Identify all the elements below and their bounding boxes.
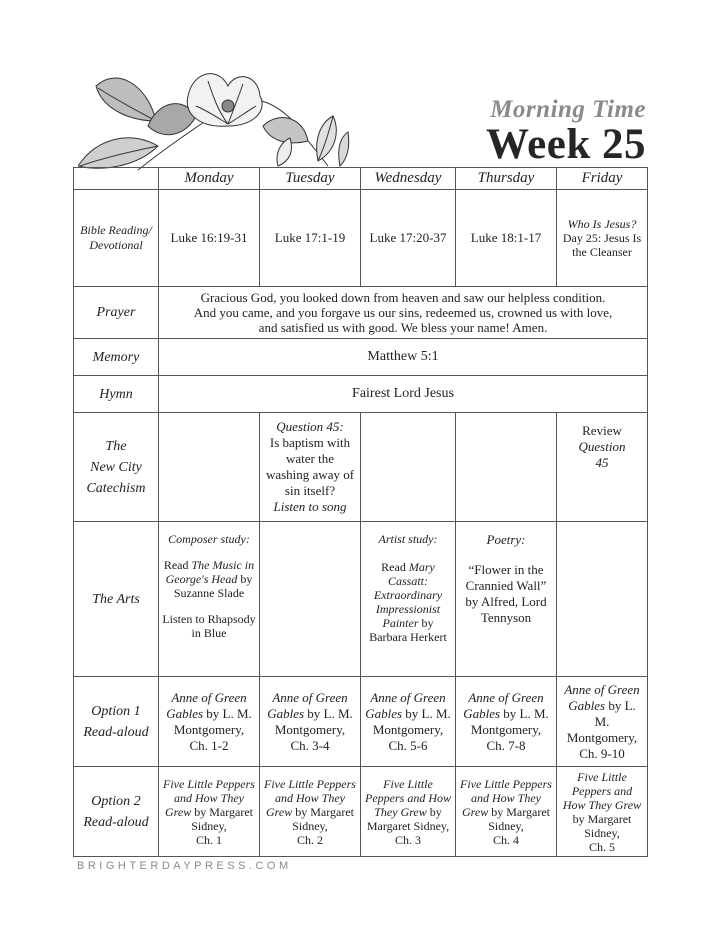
bible-thursday: Luke 18:1-17 [456,190,557,287]
row-label-bible: Bible Reading/ Devotional [74,190,159,287]
option1-friday: Anne of Green Gables by L. M. Montgomery, Ch. 9-10 [557,677,648,767]
option1-thursday: Anne of Green Gables by L. M. Montgomery, Ch. 7-8 [456,677,557,767]
option1-monday: Anne of Green Gables by L. M. Montgomery, Ch. 1-2 [159,677,260,767]
option2-tuesday: Five Little Peppers and How They Grew by Margaret Sidney, Ch. 2 [260,767,361,857]
prayer-row [74,287,648,339]
catechism-row [74,413,648,522]
catechism-thursday [456,413,557,522]
day-header-friday: Friday [557,168,648,190]
page-title: Week 25 [486,121,646,168]
row-label-memory: Memory [74,339,159,376]
option2-friday: Five Little Peppers and How They Grew by Margaret Sidney, Ch. 5 [557,767,648,857]
arts-tuesday [260,522,361,677]
option2-row [74,767,648,857]
schedule-table [73,167,648,857]
row-label-hymn: Hymn [74,376,159,413]
hymn-text: Fairest Lord Jesus [159,376,648,413]
row-label-option1: Option 1 Read-aloud [74,677,159,767]
arts-thursday: Poetry: “Flower in the Crannied Wall” by Alfred, Lord Tennyson [456,522,557,677]
devotional-day: Day 25: Jesus Is the Cleanser [562,231,642,259]
page-subtitle: Morning Time [490,96,646,123]
option1-tuesday: Anne of Green Gables by L. M. Montgomery, Ch. 3-4 [260,677,361,767]
arts-row [74,522,648,677]
bible-row [74,190,648,287]
memory-text: Matthew 5:1 [159,339,648,376]
bible-wednesday: Luke 17:20-37 [361,190,456,287]
option1-row [74,677,648,767]
catechism-monday [159,413,260,522]
arts-friday [557,522,648,677]
row-label-catechism: The New City Catechism [74,413,159,522]
prayer-text: Gracious God, you looked down from heaven and saw our helpless condition. And you came, and you forgave us our sins, redeemed us, crowned us with love, and satisfied us with good. We bless your name! Amen. [159,287,648,339]
catechism-friday: Review Question 45 [557,413,648,522]
devotional-title: Who Is Jesus? [567,217,637,231]
day-header-monday: Monday [159,168,260,190]
memory-row [74,339,648,376]
arts-monday: Composer study: Read The Music in George's Head by Suzanne Slade Listen to Rhapsody in Blue [159,522,260,677]
corner-cell [74,168,159,190]
catechism-wednesday [361,413,456,522]
day-header-tuesday: Tuesday [260,168,361,190]
listen-to-song-link[interactable]: Listen to song [273,499,347,514]
day-header-thursday: Thursday [456,168,557,190]
footer-url[interactable]: BRIGHTERDAYPRESS.COM [77,860,292,872]
day-header-wednesday: Wednesday [361,168,456,190]
option2-thursday: Five Little Peppers and How They Grew by Margaret Sidney, Ch. 4 [456,767,557,857]
row-label-arts: The Arts [74,522,159,677]
arts-wednesday: Artist study: Read Mary Cassatt: Extraordinary Impressionist Painter by Barbara Herkert [361,522,456,677]
row-label-prayer: Prayer [74,287,159,339]
bible-friday [557,190,648,287]
bible-tuesday: Luke 17:1-19 [260,190,361,287]
hymn-row [74,376,648,413]
header-row [74,168,648,190]
row-label-option2: Option 2 Read-aloud [74,767,159,857]
magnolia-illustration [78,66,350,172]
bible-monday: Luke 16:19-31 [159,190,260,287]
option2-monday: Five Little Peppers and How They Grew by Margaret Sidney, Ch. 1 [159,767,260,857]
option1-wednesday: Anne of Green Gables by L. M. Montgomery, Ch. 5-6 [361,677,456,767]
catechism-tuesday: Question 45: Is baptism with water the washing away of sin itself? Listen to song [260,413,361,522]
option2-wednesday: Five Little Peppers and How They Grew by Margaret Sidney, Ch. 3 [361,767,456,857]
